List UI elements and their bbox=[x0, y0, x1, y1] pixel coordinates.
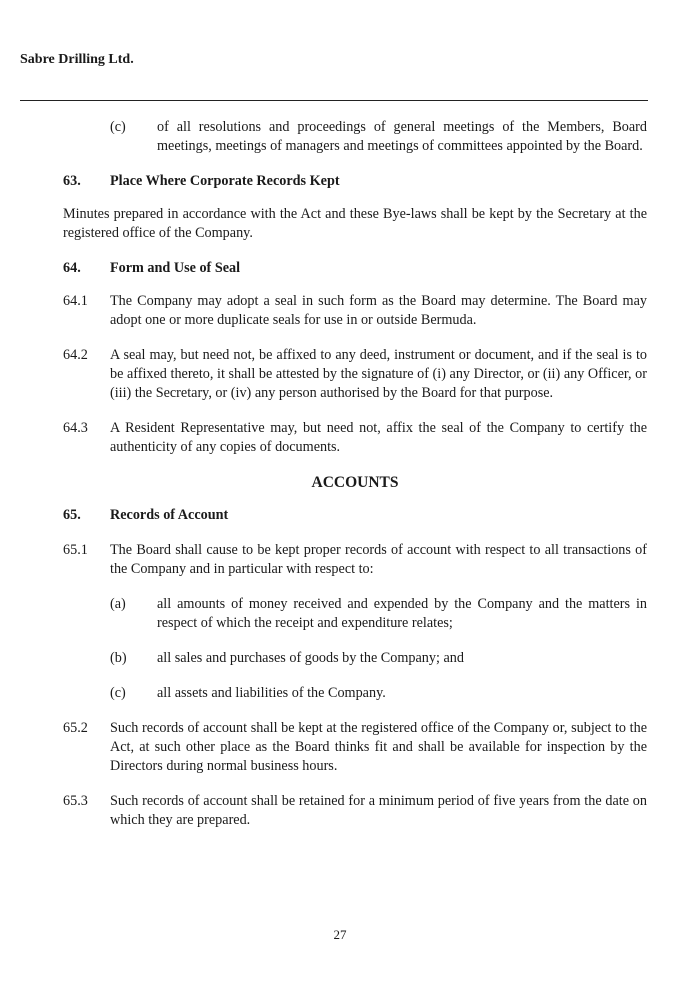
clause-number: 65.2 bbox=[63, 720, 88, 736]
clause-label: (b) bbox=[110, 650, 127, 666]
clause-64-3 bbox=[63, 419, 647, 457]
section-title: Place Where Corporate Records Kept bbox=[110, 173, 340, 189]
section-heading-64 bbox=[63, 259, 647, 278]
clause-text: A seal may, but need not, be affixed to any deed, instrument or document, and if the seal is to be affixed thereto, it shall be attested by the signature of (i) any Director, or (ii) any Officer, or (iii) the Secretary, or (iv) any person authorised by the Board for that purpose. bbox=[110, 347, 647, 401]
clause-64-2 bbox=[63, 346, 647, 403]
clause-65-1 bbox=[63, 541, 647, 579]
section-number: 65. bbox=[63, 507, 81, 523]
clause-number: 64.2 bbox=[63, 347, 88, 363]
section-title: Records of Account bbox=[110, 507, 229, 523]
clause-number: 64.1 bbox=[63, 293, 88, 309]
clause-number: 65.3 bbox=[63, 793, 88, 809]
section-heading-65 bbox=[63, 506, 647, 525]
section-heading-63 bbox=[63, 172, 647, 191]
clause-text: Such records of account shall be kept at the registered office of the Company or, subject to the Act, at such other place as the Board thinks fit and shall be available for inspection by the Directors during normal business hours. bbox=[110, 720, 647, 774]
clause-text: A Resident Representative may, but need not, affix the seal of the Company to certify the authenticity of any copies of documents. bbox=[110, 420, 647, 455]
company-name: Sabre Drilling Ltd. bbox=[20, 52, 134, 67]
clause-number: 64.3 bbox=[63, 420, 88, 436]
clause-text: all amounts of money received and expended by the Company and the matters in respect of which the receipt and expenditure relates; bbox=[157, 596, 647, 631]
clause-text: all assets and liabilities of the Company. bbox=[157, 685, 386, 701]
accounts-heading: ACCOUNTS bbox=[311, 474, 399, 491]
clause-text: The Company may adopt a seal in such form as the Board may determine. The Board may adopt one or more duplicate seals for use in or outside Bermuda. bbox=[110, 293, 647, 328]
section-number: 64. bbox=[63, 260, 81, 276]
clause-number: 65.1 bbox=[63, 542, 88, 558]
clause-label: (c) bbox=[110, 685, 126, 701]
clause-label: (a) bbox=[110, 596, 126, 612]
clause-65-3 bbox=[63, 792, 647, 830]
section-title: Form and Use of Seal bbox=[110, 260, 241, 276]
clause-text: Such records of account shall be retained for a minimum period of five years from the date on which they are prepared. bbox=[110, 793, 647, 828]
document-body bbox=[63, 118, 647, 830]
clause-text: all sales and purchases of goods by the Company; and bbox=[157, 650, 464, 666]
clause-label: (c) bbox=[110, 119, 126, 135]
section-63-text: Minutes prepared in accordance with the Act and these Bye-laws shall be kept by the Secretary at the registered office of the Company. bbox=[63, 206, 647, 241]
clause-65-1-a bbox=[110, 595, 647, 633]
clause-text: of all resolutions and proceedings of general meetings of the Members, Board meetings, meetings of managers and meetings of committees appointed by the Board. bbox=[157, 119, 647, 154]
clause-64-1 bbox=[63, 292, 647, 330]
page-number: 27 bbox=[333, 927, 347, 942]
clause-65-1-c bbox=[110, 684, 647, 703]
clause-text: The Board shall cause to be kept proper records of account with respect to all transactions of the Company and in particular with respect to: bbox=[110, 542, 647, 577]
clause-65-2 bbox=[63, 719, 647, 776]
header-rule bbox=[20, 100, 648, 101]
clause-c-top bbox=[110, 118, 647, 156]
section-number: 63. bbox=[63, 173, 81, 189]
clause-65-1-b bbox=[110, 649, 647, 668]
